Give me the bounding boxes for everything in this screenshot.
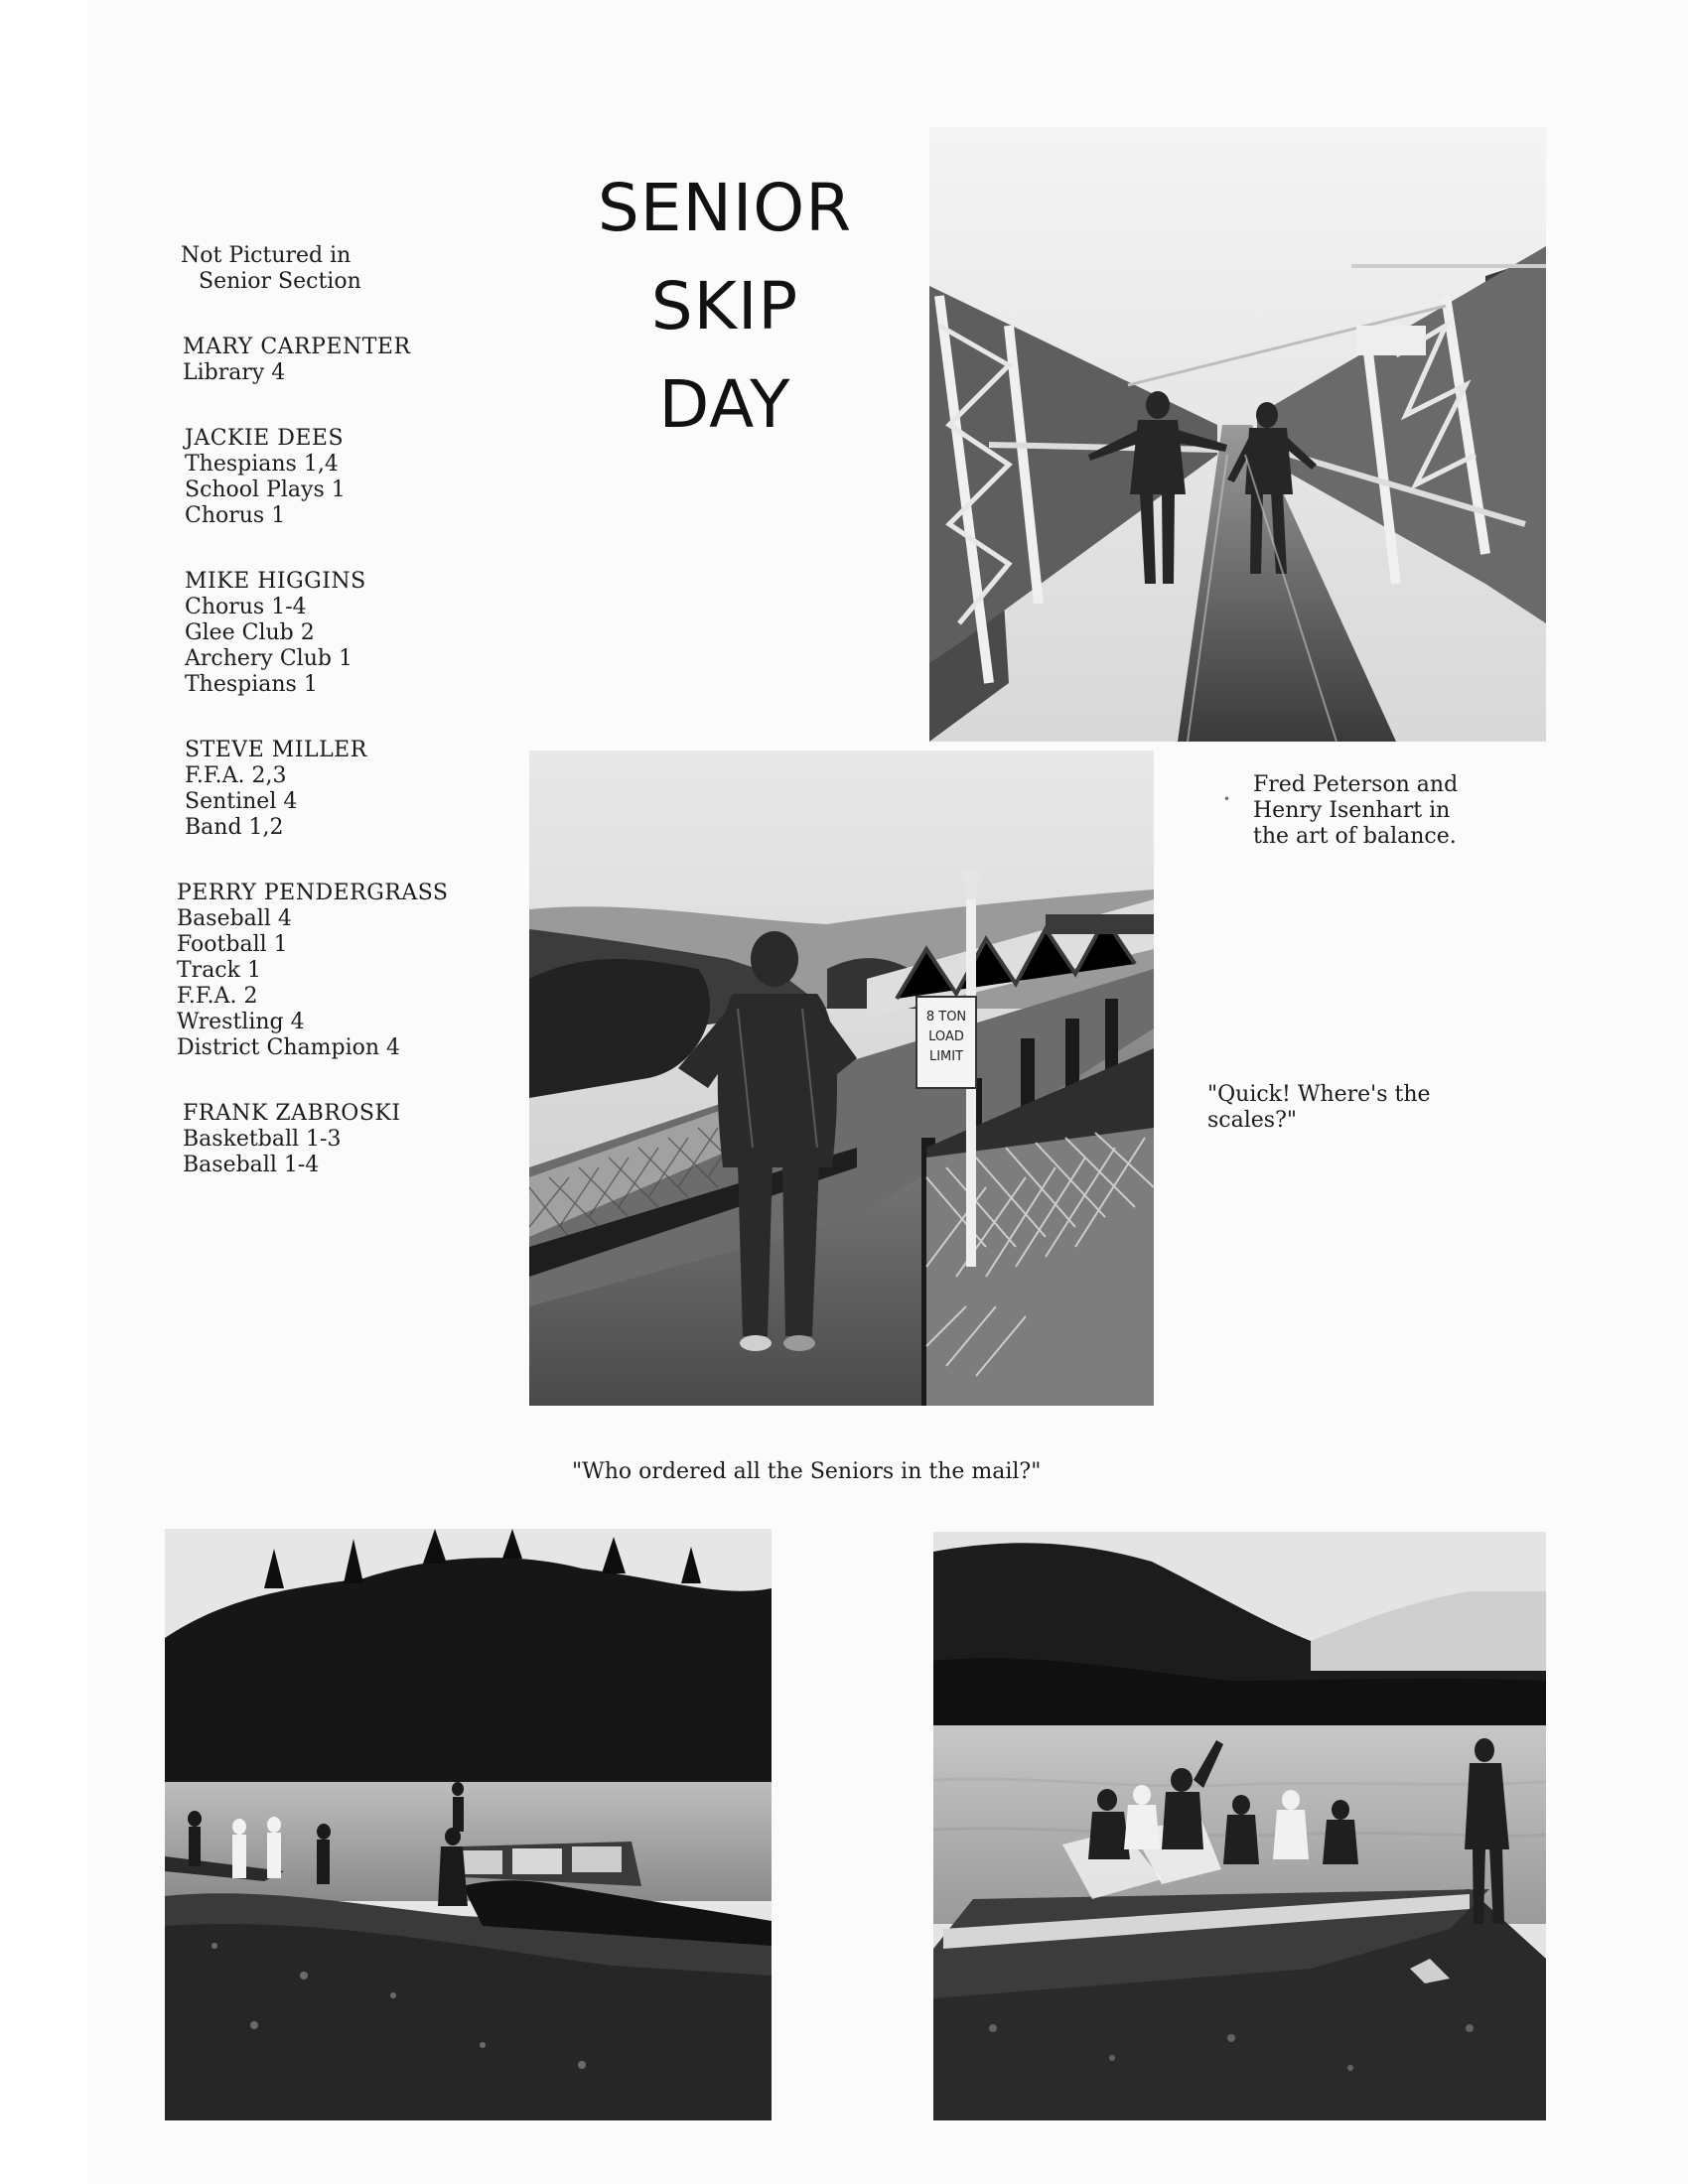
sign-text-line-3: LIMIT (928, 1049, 964, 1064)
senior-entry-higgins (185, 569, 502, 698)
senior-activity: F.F.A. 2,3 (185, 763, 287, 788)
senior-activity: Basketball 1-3 (183, 1127, 342, 1152)
caption-balance (1253, 772, 1511, 850)
not-pictured-list (175, 243, 502, 1218)
senior-activity: Chorus 1-4 (185, 595, 307, 619)
senior-activity: Thespians 1 (185, 672, 318, 697)
senior-entry-dees (185, 426, 502, 529)
page-title (556, 159, 894, 454)
title-line-3: DAY (658, 366, 791, 443)
sign-text-line-1: 8 TON (925, 1010, 967, 1024)
senior-activity: Track 1 (177, 958, 261, 983)
caption-mail: "Who ordered all the Seniors in the mail?" (572, 1459, 1042, 1484)
senior-name: MARY CARPENTER (183, 335, 411, 359)
bullet-mark: • (1223, 792, 1231, 806)
senior-activity: Sentinel 4 (185, 789, 298, 814)
caption-balance-line-3: the art of balance. (1253, 824, 1457, 849)
caption-scales (1207, 1082, 1505, 1134)
senior-activity: Thespians 1,4 (185, 452, 339, 477)
senior-entry-carpenter (183, 335, 502, 386)
caption-balance-line-2: Henry Isenhart in (1253, 798, 1451, 823)
title-line-1: SENIOR (597, 170, 853, 246)
senior-activity: Library 4 (183, 360, 286, 385)
page-margin (0, 0, 87, 2184)
senior-name: PERRY PENDERGRASS (177, 881, 449, 905)
sign-text-line-2: LOAD (928, 1029, 964, 1044)
senior-activity: F.F.A. 2 (177, 984, 258, 1009)
senior-name: JACKIE DEES (185, 426, 345, 451)
heading-line-2: Senior Section (199, 269, 361, 294)
senior-activity: Archery Club 1 (185, 646, 352, 671)
caption-scales-line-1: "Quick! Where's the (1207, 1082, 1431, 1107)
senior-entry-pendergrass (177, 881, 502, 1061)
photo-bridge-scales (529, 751, 1154, 1406)
caption-balance-line-1: Fred Peterson and (1253, 772, 1459, 797)
senior-name: MIKE HIGGINS (185, 569, 366, 594)
caption-scales-line-2: scales?" (1207, 1108, 1297, 1133)
not-pictured-heading (181, 243, 502, 295)
senior-activity: Baseball 4 (177, 906, 292, 931)
photo-bridge-balance (929, 127, 1546, 742)
senior-activity: School Plays 1 (185, 478, 346, 502)
senior-activity: Glee Club 2 (185, 620, 315, 645)
heading-line-1: Not Pictured in (181, 243, 352, 268)
senior-activity: District Champion 4 (177, 1035, 401, 1060)
senior-activity: Football 1 (177, 932, 288, 957)
senior-name: STEVE MILLER (185, 738, 367, 762)
senior-entry-miller (185, 738, 502, 841)
senior-activity: Band 1,2 (185, 815, 284, 840)
senior-activity: Wrestling 4 (177, 1010, 305, 1034)
photo-river-boat-right (933, 1532, 1546, 2120)
title-line-2: SKIP (650, 268, 799, 344)
senior-activity: Baseball 1-4 (183, 1153, 320, 1177)
senior-name: FRANK ZABROSKI (183, 1101, 401, 1126)
photo-river-boat-left (165, 1529, 772, 2120)
senior-entry-zabroski (183, 1101, 502, 1178)
senior-activity: Chorus 1 (185, 503, 286, 528)
